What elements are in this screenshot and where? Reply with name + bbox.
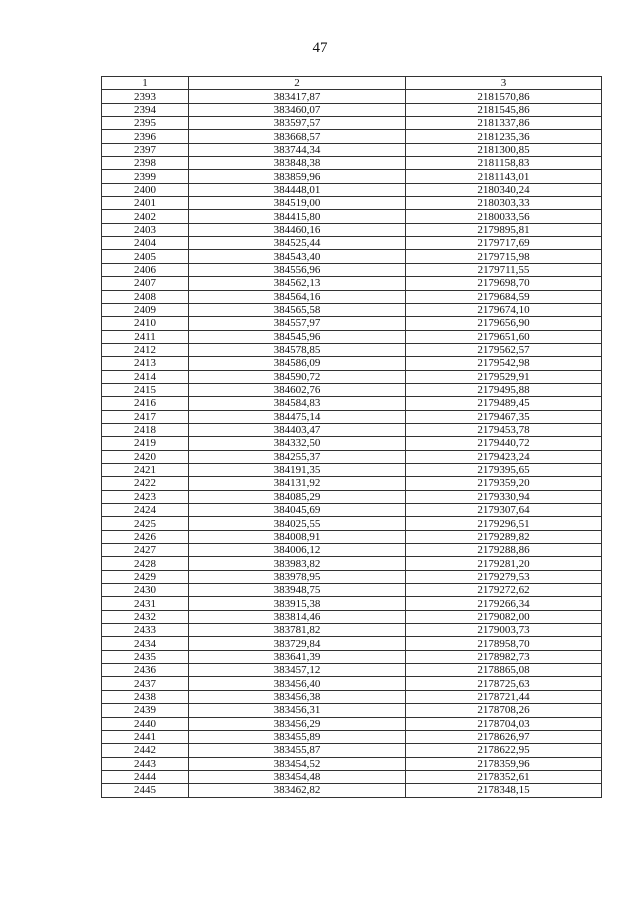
table-row xyxy=(102,477,602,490)
y-coordinate-cell: 2178359,96 xyxy=(406,757,602,770)
y-coordinate-cell: 2179674,10 xyxy=(406,303,602,316)
table-row xyxy=(102,117,602,130)
table-row xyxy=(102,517,602,530)
y-coordinate-cell: 2179698,70 xyxy=(406,277,602,290)
table-row xyxy=(102,677,602,690)
table-row xyxy=(102,103,602,116)
y-coordinate-cell: 2178865,08 xyxy=(406,664,602,677)
point-number-cell: 2409 xyxy=(102,303,189,316)
x-coordinate-cell: 383457,12 xyxy=(189,664,406,677)
x-coordinate-cell: 383456,38 xyxy=(189,690,406,703)
y-coordinate-cell: 2179359,20 xyxy=(406,477,602,490)
table-row xyxy=(102,650,602,663)
y-coordinate-cell: 2179651,60 xyxy=(406,330,602,343)
point-number-cell: 2396 xyxy=(102,130,189,143)
table-header-row xyxy=(102,77,602,90)
y-coordinate-cell: 2179440,72 xyxy=(406,437,602,450)
table-row xyxy=(102,730,602,743)
table-row xyxy=(102,704,602,717)
y-coordinate-cell: 2179330,94 xyxy=(406,490,602,503)
y-coordinate-cell: 2181545,86 xyxy=(406,103,602,116)
point-number-cell: 2403 xyxy=(102,223,189,236)
x-coordinate-cell: 383456,29 xyxy=(189,717,406,730)
column-header-3: 3 xyxy=(406,77,602,90)
point-number-cell: 2419 xyxy=(102,437,189,450)
table-row xyxy=(102,610,602,623)
point-number-cell: 2393 xyxy=(102,90,189,103)
point-number-cell: 2401 xyxy=(102,197,189,210)
point-number-cell: 2437 xyxy=(102,677,189,690)
y-coordinate-cell: 2179395,65 xyxy=(406,463,602,476)
x-coordinate-cell: 383454,48 xyxy=(189,770,406,783)
table-row xyxy=(102,250,602,263)
y-coordinate-cell: 2179562,57 xyxy=(406,343,602,356)
table-row xyxy=(102,757,602,770)
table-row xyxy=(102,504,602,517)
y-coordinate-cell: 2179715,98 xyxy=(406,250,602,263)
y-coordinate-cell: 2178725,63 xyxy=(406,677,602,690)
point-number-cell: 2421 xyxy=(102,463,189,476)
x-coordinate-cell: 384557,97 xyxy=(189,317,406,330)
x-coordinate-cell: 384565,58 xyxy=(189,303,406,316)
point-number-cell: 2404 xyxy=(102,237,189,250)
table-row xyxy=(102,597,602,610)
column-header-1: 1 xyxy=(102,77,189,90)
y-coordinate-cell: 2179281,20 xyxy=(406,557,602,570)
x-coordinate-cell: 383915,38 xyxy=(189,597,406,610)
x-coordinate-cell: 384403,47 xyxy=(189,423,406,436)
x-coordinate-cell: 384590,72 xyxy=(189,370,406,383)
point-number-cell: 2424 xyxy=(102,504,189,517)
point-number-cell: 2420 xyxy=(102,450,189,463)
x-coordinate-cell: 384415,80 xyxy=(189,210,406,223)
y-coordinate-cell: 2179489,45 xyxy=(406,397,602,410)
x-coordinate-cell: 384543,40 xyxy=(189,250,406,263)
y-coordinate-cell: 2179529,91 xyxy=(406,370,602,383)
point-number-cell: 2443 xyxy=(102,757,189,770)
table-row xyxy=(102,357,602,370)
page-number: 47 xyxy=(312,40,328,56)
x-coordinate-cell: 383641,39 xyxy=(189,650,406,663)
point-number-cell: 2407 xyxy=(102,277,189,290)
table-row xyxy=(102,450,602,463)
y-coordinate-cell: 2179003,73 xyxy=(406,624,602,637)
table-body xyxy=(102,90,602,797)
table-row xyxy=(102,437,602,450)
table-row xyxy=(102,130,602,143)
table-row xyxy=(102,770,602,783)
table-row xyxy=(102,237,602,250)
y-coordinate-cell: 2178708,26 xyxy=(406,704,602,717)
y-coordinate-cell: 2179288,86 xyxy=(406,544,602,557)
x-coordinate-cell: 384586,09 xyxy=(189,357,406,370)
point-number-cell: 2431 xyxy=(102,597,189,610)
table-row xyxy=(102,423,602,436)
table-row xyxy=(102,90,602,103)
y-coordinate-cell: 2178982,73 xyxy=(406,650,602,663)
x-coordinate-cell: 384045,69 xyxy=(189,504,406,517)
y-coordinate-cell: 2178721,44 xyxy=(406,690,602,703)
point-number-cell: 2410 xyxy=(102,317,189,330)
table-row xyxy=(102,383,602,396)
point-number-cell: 2425 xyxy=(102,517,189,530)
y-coordinate-cell: 2178704,03 xyxy=(406,717,602,730)
point-number-cell: 2444 xyxy=(102,770,189,783)
point-number-cell: 2398 xyxy=(102,157,189,170)
table-row xyxy=(102,343,602,356)
x-coordinate-cell: 383983,82 xyxy=(189,557,406,570)
y-coordinate-cell: 2180303,33 xyxy=(406,197,602,210)
point-number-cell: 2434 xyxy=(102,637,189,650)
x-coordinate-cell: 383848,38 xyxy=(189,157,406,170)
y-coordinate-cell: 2181235,36 xyxy=(406,130,602,143)
x-coordinate-cell: 383668,57 xyxy=(189,130,406,143)
point-number-cell: 2413 xyxy=(102,357,189,370)
y-coordinate-cell: 2181570,86 xyxy=(406,90,602,103)
table-row xyxy=(102,717,602,730)
y-coordinate-cell: 2179423,24 xyxy=(406,450,602,463)
y-coordinate-cell: 2179279,53 xyxy=(406,570,602,583)
table-row xyxy=(102,530,602,543)
x-coordinate-cell: 384584,83 xyxy=(189,397,406,410)
point-number-cell: 2400 xyxy=(102,183,189,196)
table-row xyxy=(102,157,602,170)
point-number-cell: 2429 xyxy=(102,570,189,583)
x-coordinate-cell: 383859,96 xyxy=(189,170,406,183)
table-row xyxy=(102,637,602,650)
y-coordinate-cell: 2179296,51 xyxy=(406,517,602,530)
table-row xyxy=(102,784,602,797)
x-coordinate-cell: 384255,37 xyxy=(189,450,406,463)
table-row xyxy=(102,624,602,637)
y-coordinate-cell: 2179453,78 xyxy=(406,423,602,436)
table-row xyxy=(102,410,602,423)
point-number-cell: 2426 xyxy=(102,530,189,543)
x-coordinate-cell: 383744,34 xyxy=(189,143,406,156)
table-row xyxy=(102,143,602,156)
x-coordinate-cell: 384332,50 xyxy=(189,437,406,450)
point-number-cell: 2423 xyxy=(102,490,189,503)
x-coordinate-cell: 383729,84 xyxy=(189,637,406,650)
y-coordinate-cell: 2179272,62 xyxy=(406,584,602,597)
y-coordinate-cell: 2179717,69 xyxy=(406,237,602,250)
point-number-cell: 2435 xyxy=(102,650,189,663)
x-coordinate-cell: 383417,87 xyxy=(189,90,406,103)
table-row xyxy=(102,690,602,703)
point-number-cell: 2445 xyxy=(102,784,189,797)
y-coordinate-cell: 2179895,81 xyxy=(406,223,602,236)
x-coordinate-cell: 383781,82 xyxy=(189,624,406,637)
table-row xyxy=(102,557,602,570)
point-number-cell: 2422 xyxy=(102,477,189,490)
y-coordinate-cell: 2181143,01 xyxy=(406,170,602,183)
x-coordinate-cell: 383978,95 xyxy=(189,570,406,583)
table-row xyxy=(102,223,602,236)
y-coordinate-cell: 2178352,61 xyxy=(406,770,602,783)
point-number-cell: 2436 xyxy=(102,664,189,677)
table-row xyxy=(102,397,602,410)
x-coordinate-cell: 384602,76 xyxy=(189,383,406,396)
table-row xyxy=(102,183,602,196)
point-number-cell: 2402 xyxy=(102,210,189,223)
y-coordinate-cell: 2179711,55 xyxy=(406,263,602,276)
x-coordinate-cell: 383460,07 xyxy=(189,103,406,116)
x-coordinate-cell: 383597,57 xyxy=(189,117,406,130)
point-number-cell: 2439 xyxy=(102,704,189,717)
y-coordinate-cell: 2178626,97 xyxy=(406,730,602,743)
x-coordinate-cell: 384525,44 xyxy=(189,237,406,250)
x-coordinate-cell: 384131,92 xyxy=(189,477,406,490)
y-coordinate-cell: 2179289,82 xyxy=(406,530,602,543)
table-row xyxy=(102,170,602,183)
y-coordinate-cell: 2179684,59 xyxy=(406,290,602,303)
table-row xyxy=(102,584,602,597)
table-row xyxy=(102,544,602,557)
x-coordinate-cell: 383455,87 xyxy=(189,744,406,757)
y-coordinate-cell: 2179082,00 xyxy=(406,610,602,623)
table-row xyxy=(102,744,602,757)
point-number-cell: 2432 xyxy=(102,610,189,623)
point-number-cell: 2412 xyxy=(102,343,189,356)
point-number-cell: 2440 xyxy=(102,717,189,730)
table-row xyxy=(102,664,602,677)
table-row xyxy=(102,330,602,343)
x-coordinate-cell: 384562,13 xyxy=(189,277,406,290)
x-coordinate-cell: 384085,29 xyxy=(189,490,406,503)
point-number-cell: 2441 xyxy=(102,730,189,743)
y-coordinate-cell: 2180340,24 xyxy=(406,183,602,196)
table-row xyxy=(102,210,602,223)
table-row xyxy=(102,570,602,583)
table-row xyxy=(102,490,602,503)
point-number-cell: 2417 xyxy=(102,410,189,423)
y-coordinate-cell: 2178958,70 xyxy=(406,637,602,650)
point-number-cell: 2395 xyxy=(102,117,189,130)
y-coordinate-cell: 2179467,35 xyxy=(406,410,602,423)
y-coordinate-cell: 2179307,64 xyxy=(406,504,602,517)
point-number-cell: 2394 xyxy=(102,103,189,116)
point-number-cell: 2408 xyxy=(102,290,189,303)
x-coordinate-cell: 383456,31 xyxy=(189,704,406,717)
x-coordinate-cell: 384578,85 xyxy=(189,343,406,356)
point-number-cell: 2415 xyxy=(102,383,189,396)
x-coordinate-cell: 384564,16 xyxy=(189,290,406,303)
point-number-cell: 2414 xyxy=(102,370,189,383)
column-header-2: 2 xyxy=(189,77,406,90)
point-number-cell: 2405 xyxy=(102,250,189,263)
x-coordinate-cell: 383814,46 xyxy=(189,610,406,623)
x-coordinate-cell: 384475,14 xyxy=(189,410,406,423)
point-number-cell: 2416 xyxy=(102,397,189,410)
table-row xyxy=(102,197,602,210)
x-coordinate-cell: 383454,52 xyxy=(189,757,406,770)
x-coordinate-cell: 384545,96 xyxy=(189,330,406,343)
table-row xyxy=(102,290,602,303)
table-row xyxy=(102,277,602,290)
table-row xyxy=(102,317,602,330)
y-coordinate-cell: 2179656,90 xyxy=(406,317,602,330)
coordinates-table xyxy=(101,76,602,798)
point-number-cell: 2427 xyxy=(102,544,189,557)
y-coordinate-cell: 2180033,56 xyxy=(406,210,602,223)
x-coordinate-cell: 383456,40 xyxy=(189,677,406,690)
x-coordinate-cell: 384191,35 xyxy=(189,463,406,476)
table-row xyxy=(102,463,602,476)
table-row xyxy=(102,370,602,383)
x-coordinate-cell: 384460,16 xyxy=(189,223,406,236)
x-coordinate-cell: 384448,01 xyxy=(189,183,406,196)
point-number-cell: 2442 xyxy=(102,744,189,757)
point-number-cell: 2430 xyxy=(102,584,189,597)
x-coordinate-cell: 384006,12 xyxy=(189,544,406,557)
y-coordinate-cell: 2181337,86 xyxy=(406,117,602,130)
point-number-cell: 2418 xyxy=(102,423,189,436)
point-number-cell: 2433 xyxy=(102,624,189,637)
y-coordinate-cell: 2179266,34 xyxy=(406,597,602,610)
y-coordinate-cell: 2179542,98 xyxy=(406,357,602,370)
y-coordinate-cell: 2178348,15 xyxy=(406,784,602,797)
y-coordinate-cell: 2179495,88 xyxy=(406,383,602,396)
y-coordinate-cell: 2178622,95 xyxy=(406,744,602,757)
point-number-cell: 2428 xyxy=(102,557,189,570)
x-coordinate-cell: 383455,89 xyxy=(189,730,406,743)
x-coordinate-cell: 384008,91 xyxy=(189,530,406,543)
table-row xyxy=(102,263,602,276)
y-coordinate-cell: 2181300,85 xyxy=(406,143,602,156)
x-coordinate-cell: 383462,82 xyxy=(189,784,406,797)
x-coordinate-cell: 384556,96 xyxy=(189,263,406,276)
point-number-cell: 2399 xyxy=(102,170,189,183)
point-number-cell: 2438 xyxy=(102,690,189,703)
point-number-cell: 2411 xyxy=(102,330,189,343)
table-row xyxy=(102,303,602,316)
y-coordinate-cell: 2181158,83 xyxy=(406,157,602,170)
x-coordinate-cell: 384519,00 xyxy=(189,197,406,210)
point-number-cell: 2397 xyxy=(102,143,189,156)
x-coordinate-cell: 383948,75 xyxy=(189,584,406,597)
point-number-cell: 2406 xyxy=(102,263,189,276)
x-coordinate-cell: 384025,55 xyxy=(189,517,406,530)
